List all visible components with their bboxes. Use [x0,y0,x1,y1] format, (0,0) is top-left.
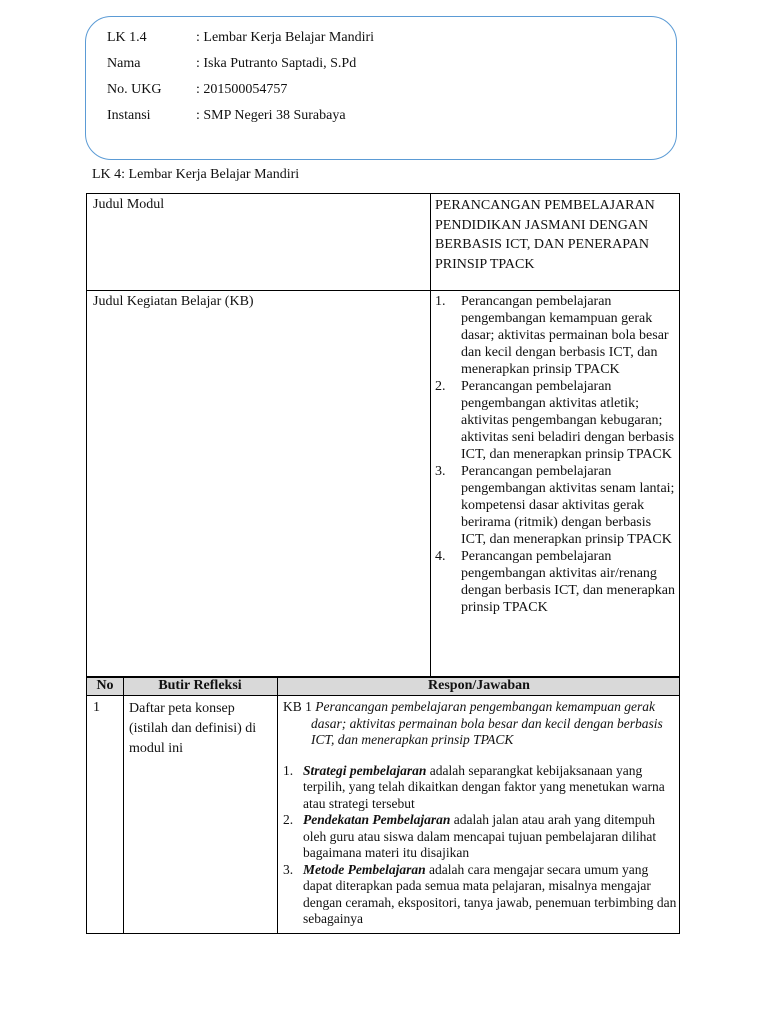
judul-kb-label: Judul Kegiatan Belajar (KB) [93,294,254,309]
identity-value: : 201500054757 [196,82,288,97]
worksheet-title: LK 4: Lembar Kerja Belajar Mandiri [92,167,300,182]
list-item: 3. Perancangan pembelajaran pengembangan aktivitas senam lantai; kompetensi dasar aktivitas gerak berirama (ritmik) dengan berbasis ICT, dan menerapkan prinsip TPACK [435,464,675,547]
response-content [283,699,677,928]
identity-key: LK 1.4 [107,30,147,45]
column-divider [277,677,278,933]
column-divider [430,194,431,676]
column-divider [123,677,124,933]
list-item: 3. Metode Pembelajaran adalah cara mengajar secara umum yang dapat diterapkan pada semua mata pelajaran, misalnya mengajar dengan ceramah, ekspositori, tanya jawab, penemuan terbimbing dan sebagainya [283,861,677,926]
identity-value: : SMP Negeri 38 Surabaya [196,108,346,123]
identity-key: Instansi [107,108,151,123]
identity-key: No. UKG [107,82,162,97]
identity-key: Nama [107,56,141,71]
list-item: 2. Pendekatan Pembelajaran adalah jalan atau arah yang ditempuh oleh guru atau siswa dalam mencapai tujuan pembelajaran dilihat bagaimana materi itu disajikan [283,812,657,860]
identity-value: : Lembar Kerja Belajar Mandiri [196,30,375,45]
header-butir-refleksi: Butir Refleksi [158,678,242,693]
kb-list [435,293,677,616]
row-number: 1 [93,700,100,715]
judul-modul-label: Judul Modul [93,197,165,212]
identity-value: : Iska Putranto Saptadi, S.Pd [196,56,357,71]
kb-heading: KB 1 Perancangan pembelajaran pengembangan kemampuan gerak dasar; aktivitas permainan bola besar dan kecil dengan berbasis ICT, dan menerapkan prinsip TPACK [283,699,663,747]
butir-refleksi-text: Daftar peta konsep (istilah dan definisi) di modul ini [129,701,257,756]
reflection-table [86,677,680,934]
identity-box [85,16,677,160]
row-divider [87,290,679,291]
header-respon-jawaban: Respon/Jawaban [428,678,530,693]
list-item: 1. Perancangan pembelajaran pengembangan kemampuan gerak dasar; aktivitas permainan bola besar dan kecil dengan berbasis ICT, dan menerapkan prinsip TPACK [435,294,669,377]
judul-modul-value: PERANCANGAN PEMBELAJARAN PENDIDIKAN JASMANI DENGAN BERBASIS ICT, DAN PENERAPAN PRINSIP TPACK [435,198,655,272]
kb-title: Perancangan pembelajaran pengembangan kemampuan gerak dasar; aktivitas permainan bola besar dan kecil dengan berbasis ICT, dan menerapkan prinsip TPACK [311,699,663,747]
header-no: No [96,678,114,693]
module-info-table [86,193,680,677]
list-item: 4. Perancangan pembelajaran pengembangan aktivitas air/renang dengan berbasis ICT, dan menerapkan prinsip TPACK [435,549,675,615]
list-item: 1. Strategi pembelajaran adalah separangkat kebijaksanaan yang terpilih, yang telah dikaitkan dengan faktor yang menetukan warna atau strategi tersebut [283,762,665,811]
list-item: 2. Perancangan pembelajaran pengembangan aktivitas atletik; aktivitas pengembangan kebugaran; aktivitas seni beladiri dengan berbasis ICT, dan menerapkan prinsip TPACK [435,379,675,462]
definition-list [283,763,677,928]
